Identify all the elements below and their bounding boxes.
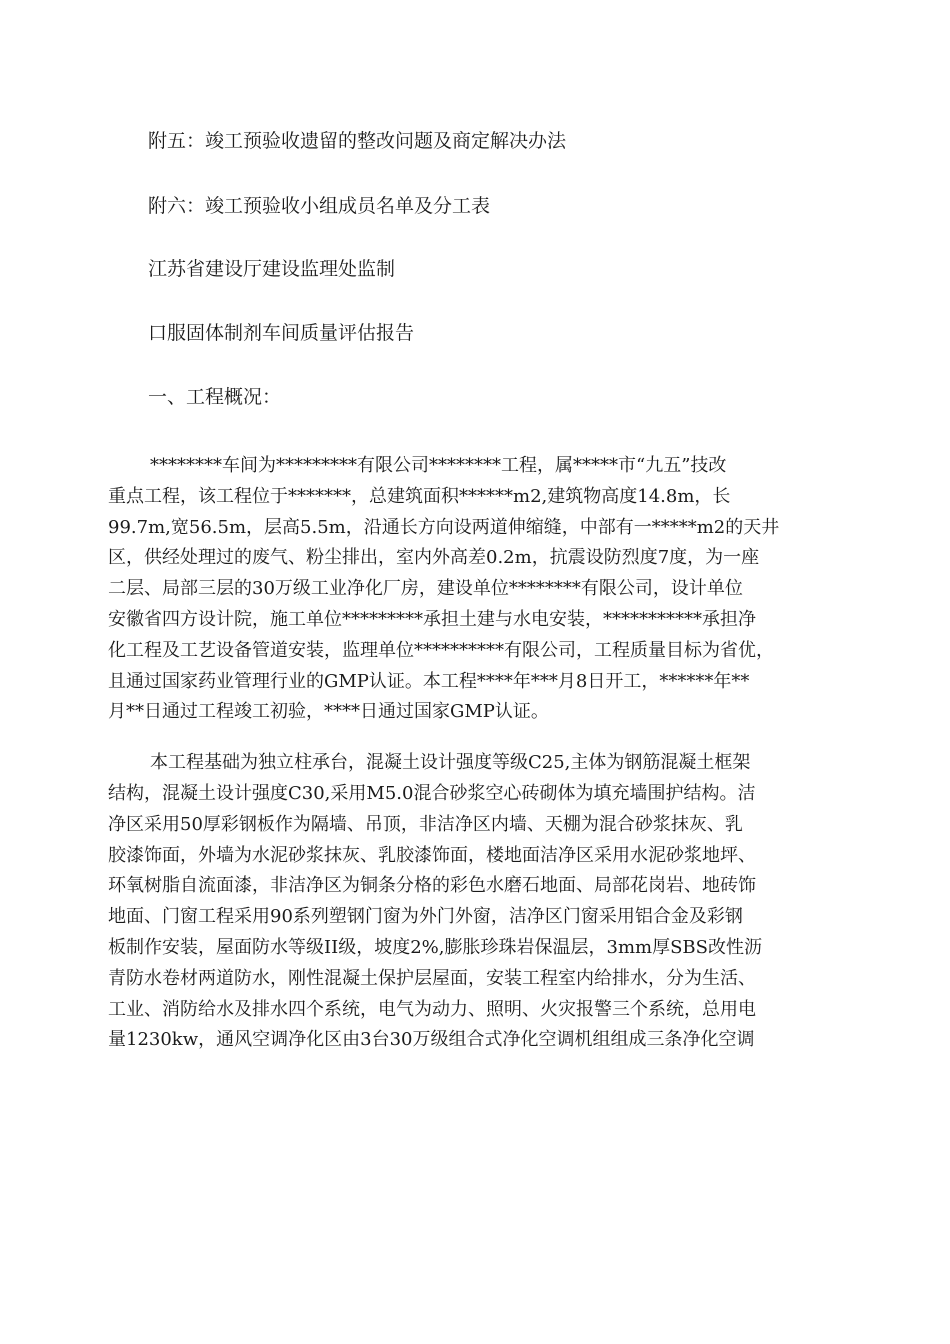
paragraph-line: 环氧树脂自流面漆，非洁净区为铜条分格的彩色水磨石地面、局部花岗岩、地砖饰 bbox=[108, 875, 756, 897]
section-heading-overview: 一、工程概况： bbox=[148, 386, 282, 408]
paragraph-line: 板制作安装，屋面防水等级II级，坡度2%,膨胀珍珠岩保温层，3mm厚SBS改性沥 bbox=[108, 936, 762, 958]
structure-paragraph bbox=[108, 748, 828, 1056]
paragraph-line: 净区采用50厚彩钢板作为隔墙、吊顶，非洁净区内墙、天棚为混合砂浆抹灰、乳 bbox=[108, 813, 743, 835]
paragraph-line: 且通过国家药业管理行业的GMP认证。本工程****年***月8日开工，******年** bbox=[108, 670, 750, 692]
paragraph-line: 重点工程，该工程位于*******，总建筑面积******m2,建筑物高度14.8m，长 bbox=[108, 485, 731, 507]
paragraph-line: 99.7m,宽56.5m，层高5.5m，沿通长方向设两道伸缩缝，中部有一*****m2的天井 bbox=[108, 516, 780, 538]
paragraph-line: ********车间为*********有限公司********工程，属*****市“九五”技改 bbox=[150, 455, 727, 476]
appendix-five-heading: 附五：竣工预验收遗留的整改问题及商定解决办法 bbox=[148, 130, 567, 152]
issuer-line: 江苏省建设厅建设监理处监制 bbox=[148, 258, 396, 280]
document-page bbox=[108, 125, 828, 1056]
paragraph-line: 青防水卷材两道防水，刚性混凝土保护层屋面，安装工程室内给排水，分为生活、 bbox=[108, 967, 756, 989]
report-title: 口服固体制剂车间质量评估报告 bbox=[148, 322, 415, 344]
paragraph-line: 结构，混凝土设计强度C30,采用M5.0混合砂浆空心砖砌体为填充墙围护结构。洁 bbox=[108, 782, 756, 804]
paragraph-line: 工业、消防给水及排水四个系统，电气为动力、照明、火灾报警三个系统，总用电 bbox=[108, 998, 756, 1020]
paragraph-line: 区，供经处理过的废气、粉尘排出，室内外高差0.2m，抗震设防烈度7度，为一座 bbox=[108, 547, 760, 569]
paragraph-line: 安徽省四方设计院，施工单位*********承担土建与水电安装，***********承担净 bbox=[108, 608, 756, 630]
appendix-six-heading: 附六：竣工预验收小组成员名单及分工表 bbox=[148, 195, 491, 217]
paragraph-line: 量1230kw，通风空调净化区由3台30万级组合式净化空调机组组成三条净化空调 bbox=[108, 1029, 755, 1051]
paragraph-line: 月**日通过工程竣工初验，****日通过国家GMP认证。 bbox=[108, 701, 549, 723]
paragraph-line: 胶漆饰面，外墙为水泥砂浆抹灰、乳胶漆饰面，楼地面洁净区采用水泥砂浆地坪、 bbox=[108, 844, 756, 866]
paragraph-line: 二层、局部三层的30万级工业净化厂房，建设单位********有限公司，设计单位 bbox=[108, 578, 743, 600]
paragraph-line: 化工程及工艺设备管道安装，监理单位**********有限公司，工程质量目标为省优， bbox=[108, 639, 774, 661]
overview-paragraph bbox=[108, 451, 828, 728]
paragraph-line: 本工程基础为独立柱承台，混凝土设计强度等级C25,主体为钢筋混凝土框架 bbox=[150, 752, 751, 774]
paragraph-line: 地面、门窗工程采用90系列塑钢门窗为外门外窗，洁净区门窗采用铝合金及彩钢 bbox=[108, 906, 743, 928]
